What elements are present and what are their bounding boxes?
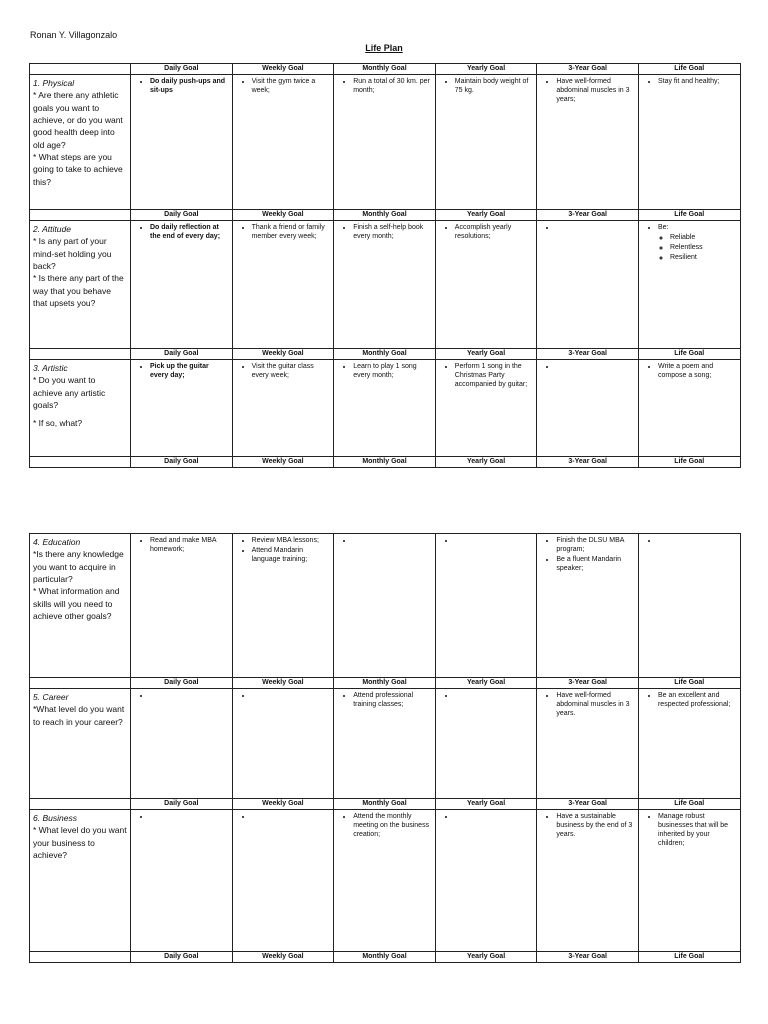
section-education <box>30 534 741 678</box>
goal-monthly: • Run a total of 30 km. per month; <box>353 77 432 95</box>
goal-monthly: • Attend the monthly meeting on the business creation; <box>353 812 432 839</box>
goal-3year <box>556 223 635 232</box>
section-question-cell: 6. Business * What level do you want your business to achieve? <box>30 810 131 952</box>
header-daily: Daily Goal <box>131 64 233 75</box>
goal-weekly <box>252 691 331 700</box>
section-business <box>30 810 741 952</box>
goal-yearly <box>455 812 534 821</box>
section-question-cell: 4. Education *Is there any knowledge you want to acquire in particular? * What information and skills will you need to achieve other goals? <box>30 534 131 678</box>
goal-daily: • Pick up the guitar every day; <box>150 362 229 380</box>
goal-3year: • Have well-formed abdominal muscles in 3 years; <box>556 77 635 104</box>
goal-monthly: • Finish a self-help book every month; <box>353 223 432 241</box>
goal-yearly: • Accomplish yearly resolutions; <box>455 223 534 241</box>
goal-daily: • Do daily reflection at the end of every day; <box>150 223 229 241</box>
life-plan-table-bottom <box>29 533 741 963</box>
goal-weekly: • Attend Mandarin language training; <box>252 546 331 564</box>
goal-weekly <box>252 812 331 821</box>
goal-life: • Be an excellent and respected professional; <box>658 691 737 709</box>
section-attitude <box>30 221 741 349</box>
section-question-cell: 1. Physical * Are there any athletic goals you want to achieve, or do you want good health deep into old age? * What steps are you going to take to achieve this? <box>30 75 131 210</box>
goal-daily: • Do daily push-ups and sit-ups <box>150 77 229 95</box>
goal-life: • Write a poem and compose a song; <box>658 362 737 380</box>
header-row: Daily Goal Weekly Goal Monthly Goal Yearly Goal 3-Year Goal Life Goal <box>30 952 741 963</box>
goal-weekly: • Visit the gym twice a week; <box>252 77 331 95</box>
section-artistic <box>30 360 741 457</box>
section-career <box>30 689 741 799</box>
page-title: Life Plan <box>365 43 403 53</box>
header-row: Daily Goal Weekly Goal Monthly Goal Yearly Goal 3-Year Goal Life Goal <box>30 457 741 468</box>
header-row <box>30 64 741 75</box>
life-trait: ◦ Relentless <box>670 243 737 252</box>
goal-3year: • Have a sustainable business by the end of 3 years. <box>556 812 635 839</box>
goal-weekly: • Visit the guitar class every week; <box>252 362 331 380</box>
goal-yearly: • Perform 1 song in the Christmas Party accompanied by guitar; <box>455 362 534 389</box>
goal-daily <box>150 691 229 700</box>
life-trait: ◦ Resilient <box>670 253 737 262</box>
goal-daily <box>150 812 229 821</box>
life-trait: ◦ Reliable <box>670 233 737 242</box>
goal-yearly <box>455 536 534 545</box>
header-yearly: Yearly Goal <box>435 64 537 75</box>
header-weekly: Weekly Goal <box>232 64 334 75</box>
goal-3year <box>556 362 635 371</box>
goal-monthly: • Learn to play 1 song every month; <box>353 362 432 380</box>
goal-monthly <box>353 536 432 545</box>
goal-yearly <box>455 691 534 700</box>
goal-weekly: • Thank a friend or family member every week; <box>252 223 331 241</box>
header-row: Daily Goal Weekly Goal Monthly Goal Yearly Goal 3-Year Goal Life Goal <box>30 678 741 689</box>
header-row: Daily Goal Weekly Goal Monthly Goal Yearly Goal 3-Year Goal Life Goal <box>30 799 741 810</box>
goal-life <box>658 536 737 545</box>
goal-life: • Stay fit and healthy; <box>658 77 737 86</box>
section-question-cell: 5. Career *What level do you want to reach in your career? <box>30 689 131 799</box>
goal-3year: • Be a fluent Mandarin speaker; <box>556 555 635 573</box>
life-plan-table-top <box>29 63 741 468</box>
goal-yearly: • Maintain body weight of 75 kg. <box>455 77 534 95</box>
goal-monthly: • Attend professional training classes; <box>353 691 432 709</box>
author-name: Ronan Y. Villagonzalo <box>30 30 118 40</box>
header-life: Life Goal <box>638 64 740 75</box>
goal-daily: • Read and make MBA homework; <box>150 536 229 554</box>
goal-weekly: • Review MBA lessons; <box>252 536 331 545</box>
header-3year: 3-Year Goal <box>537 64 639 75</box>
section-physical <box>30 75 741 210</box>
section-question-cell: 2. Attitude * Is any part of your mind-set holding you back? * Is there any part of the way that you behave that upsets you? <box>30 221 131 349</box>
goal-3year: • Finish the DLSU MBA program; <box>556 536 635 554</box>
header-monthly: Monthly Goal <box>334 64 436 75</box>
header-row: Daily Goal Weekly Goal Monthly Goal Yearly Goal 3-Year Goal Life Goal <box>30 349 741 360</box>
header-row: Daily Goal Weekly Goal Monthly Goal Yearly Goal 3-Year Goal Life Goal <box>30 210 741 221</box>
goal-life: • Be: ◦ Reliable ◦ Relentless ◦ Resilient <box>658 223 737 262</box>
section-question-cell: 3. Artistic * Do you want to achieve any artistic goals? * If so, what? <box>30 360 131 457</box>
goal-life: • Manage robust businesses that will be inherited by your children; <box>658 812 737 848</box>
goal-3year: • Have well-formed abdominal muscles in 3 years. <box>556 691 635 718</box>
